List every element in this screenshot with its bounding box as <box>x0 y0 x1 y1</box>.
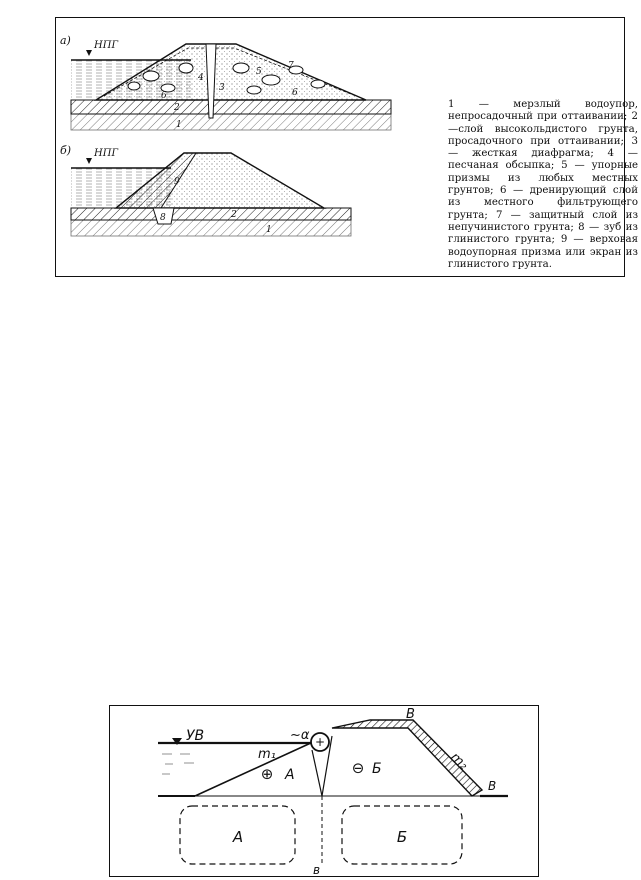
panel-b <box>60 144 351 236</box>
number-1-a: 1 <box>176 120 182 130</box>
water-level-label-a: НПГ <box>94 40 119 51</box>
number-6-a-right: 6 <box>292 88 298 98</box>
rock-a6 <box>262 75 280 85</box>
water-level-arrow-b <box>86 158 92 164</box>
panel-a-label: а) <box>60 34 71 47</box>
slope-m1-label: m₁ <box>258 747 276 762</box>
number-6-a-left: 6 <box>161 91 167 101</box>
number-3-a: 3 <box>219 83 225 93</box>
figure-caption: 1 — мерзлый водоупор, непросадочный при оттаивании; 2—слой высокольдистого грунта, просадочного при оттаивании; 3 — жесткая диафрагма; 4 — песчаная обсыпка; 5 — упорные призмы из любых местных грунтов; 6 — дренирующий слой из местного фильтрующего грунта; 7 — защитный слой из непучинистого грунта; 8 — зуб из глинистого грунта; 9 — верховая водоупорная призма или экран из глинистого грунта. <box>448 99 638 270</box>
water-ripples <box>162 754 194 774</box>
rock-a4 <box>128 82 140 90</box>
number-4-a: 4 <box>198 73 204 83</box>
joint-plus-sign: + <box>314 735 326 749</box>
dam-zones-drawing <box>110 706 540 878</box>
number-5-a: 5 <box>256 67 262 77</box>
layer-1-a <box>71 114 391 130</box>
zone-b-sign: ⊖ <box>351 759 365 777</box>
rock-a9 <box>311 80 325 88</box>
figure-dam-cross-sections <box>55 17 638 277</box>
inner-line-left <box>312 750 322 796</box>
slope-m2-label: m₂ <box>447 749 471 773</box>
zone-a-sign: ⊕ <box>260 765 274 783</box>
number-2-a: 2 <box>174 103 180 113</box>
number-1-b: 1 <box>266 225 272 235</box>
box-b-label: Б <box>396 828 408 846</box>
rock-a5 <box>233 63 249 73</box>
zone-b-label: Б <box>372 761 382 777</box>
number-7-a: 7 <box>288 61 294 71</box>
number-8-b: 8 <box>160 213 166 223</box>
rock-a8 <box>247 86 261 94</box>
panel-b-label: б) <box>60 144 72 157</box>
number-9-b: 9 <box>174 177 180 187</box>
water-level-label-b: НПГ <box>94 148 119 159</box>
panel-a <box>60 34 391 130</box>
layer-2-b <box>71 208 351 220</box>
box-a-label: А <box>232 828 244 846</box>
layer-1-b <box>71 220 351 236</box>
layer-2-a <box>71 100 391 114</box>
upstream-slope <box>195 742 313 796</box>
point-top-label: B <box>406 707 415 722</box>
figure-dam-zones <box>109 705 539 877</box>
zone-a-label: А <box>285 767 295 783</box>
water-level-label: УВ <box>186 728 205 744</box>
point-right-label: B <box>488 779 497 793</box>
point-bottom-label: в <box>313 863 321 877</box>
number-2-b: 2 <box>231 210 237 220</box>
water-level-arrow-a <box>86 50 92 56</box>
rock-a1 <box>143 71 159 81</box>
rock-a3 <box>179 63 193 73</box>
angle-label: ~α <box>290 728 310 743</box>
